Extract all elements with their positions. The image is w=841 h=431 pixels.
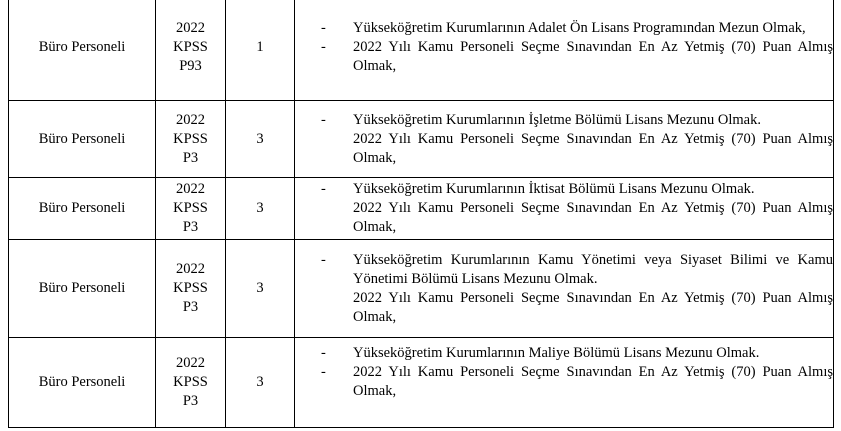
count-cell: 3: [226, 240, 295, 338]
exam-score-type: P3: [182, 299, 199, 315]
qualifications-cell: [295, 338, 834, 428]
table-row: [9, 240, 834, 338]
exam-cell: [156, 338, 226, 428]
qualification-text: Yükseköğretim Kurumlarının İşletme Bölümü Lisans Mezunu Olmak.: [353, 111, 761, 128]
exam-year: 2022: [176, 111, 205, 128]
qualification-item: [295, 38, 833, 76]
exam-cell: [156, 240, 226, 338]
exam-type: KPSS: [173, 374, 208, 390]
qualification-text: Yükseköğretim Kurumlarının Maliye Bölümü Lisans Mezunu Olmak.: [353, 345, 760, 361]
exam-year: 2022: [176, 261, 205, 277]
qualification-text: Yükseköğretim Kurumlarının Adalet Ön Lisans Programından Mezun Olmak,: [353, 20, 806, 36]
qualification-text: 2022 Yılı Kamu Personeli Seçme Sınavından En Az Yetmiş (70) Puan Almış Olmak,: [353, 364, 833, 399]
position-cell: Büro Personeli: [9, 178, 156, 240]
dash-bullet: -: [321, 20, 326, 36]
exam-year: 2022: [176, 20, 205, 36]
qualification-item: [295, 130, 833, 168]
qualifications-cell: [295, 0, 834, 101]
count-cell: 3: [226, 178, 295, 240]
requirements-table-body: [9, 0, 834, 428]
exam-cell: [156, 0, 226, 101]
position-cell: Büro Personeli: [9, 101, 156, 178]
qualification-text: 2022 Yılı Kamu Personeli Seçme Sınavından En Az Yetmiş (70) Puan Almış Olmak,: [353, 289, 833, 325]
table-row: [9, 0, 834, 101]
dash-bullet: -: [321, 345, 326, 361]
position-cell: Büro Personeli: [9, 0, 156, 101]
qualifications-cell: [295, 178, 834, 240]
position-cell: Büro Personeli: [9, 240, 156, 338]
qualification-item: [295, 363, 833, 401]
exam-year: 2022: [176, 181, 205, 197]
count-cell: 3: [226, 338, 295, 428]
exam-cell: [156, 178, 226, 240]
exam-score-type: P93: [179, 58, 202, 74]
qualifications-cell: [295, 240, 834, 338]
exam-score-type: P3: [182, 393, 199, 409]
exam-type: KPSS: [173, 280, 208, 296]
table-row: [9, 101, 834, 178]
qualifications-list: [295, 19, 833, 76]
count-cell: 3: [226, 101, 295, 178]
qualifications-list: [295, 180, 833, 237]
count-cell: 1: [226, 0, 295, 101]
table-row: [9, 338, 834, 428]
qualification-text: 2022 Yılı Kamu Personeli Seçme Sınavından En Az Yetmiş (70) Puan Almış Olmak,: [353, 200, 833, 235]
qualification-text: Yükseköğretim Kurumlarının Kamu Yönetimi veya Siyaset Bilimi ve Kamu Yönetimi Bölümü Lisans Mezunu Olmak.: [353, 251, 833, 287]
qualification-item: [295, 180, 833, 199]
qualifications-list: [295, 111, 833, 168]
exam-type: KPSS: [173, 200, 208, 216]
qualification-item: [295, 199, 833, 237]
qualification-text: Yükseköğretim Kurumlarının İktisat Bölümü Lisans Mezunu Olmak.: [353, 181, 755, 197]
qualification-text: 2022 Yılı Kamu Personeli Seçme Sınavından En Az Yetmiş (70) Puan Almış Olmak,: [353, 39, 833, 74]
qualification-item: [295, 111, 833, 130]
dash-bullet: -: [321, 39, 326, 55]
qualifications-cell: [295, 101, 834, 178]
position-cell: Büro Personeli: [9, 338, 156, 428]
exam-score-type: P3: [182, 219, 199, 235]
dash-bullet: -: [321, 251, 326, 268]
qualification-text: 2022 Yılı Kamu Personeli Seçme Sınavından En Az Yetmiş (70) Puan Almış Olmak,: [353, 130, 833, 166]
dash-bullet: -: [321, 181, 326, 197]
qualification-item: [295, 251, 833, 289]
qualification-item: [295, 344, 833, 363]
exam-score-type: P3: [182, 149, 199, 166]
qualifications-list: [295, 251, 833, 327]
dash-bullet: -: [321, 364, 326, 380]
exam-type: KPSS: [173, 39, 208, 55]
exam-year: 2022: [176, 355, 205, 371]
table-row: [9, 178, 834, 240]
requirements-table: [8, 0, 834, 428]
qualification-item: [295, 289, 833, 327]
dash-bullet: -: [321, 111, 326, 128]
exam-type: KPSS: [173, 130, 208, 147]
qualifications-list: [295, 344, 833, 401]
exam-cell: [156, 101, 226, 178]
qualification-item: [295, 19, 833, 38]
